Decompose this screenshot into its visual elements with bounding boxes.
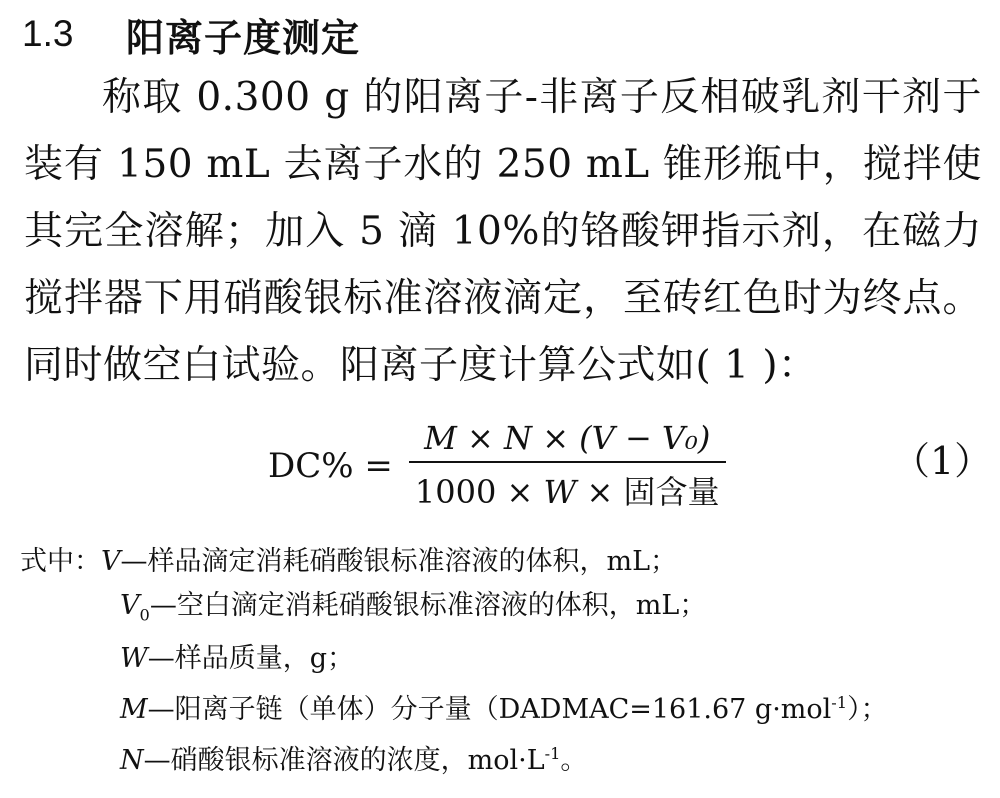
definition-row-w: [20, 637, 888, 681]
symbol-w: W: [120, 643, 148, 675]
section-heading: [22, 4, 360, 64]
formula-fraction: [409, 419, 726, 513]
symbol-v0: V: [120, 590, 140, 621]
symbol-n: N: [120, 745, 144, 777]
definition-n-superscript: -1: [544, 744, 561, 764]
definition-v0-text: —空白滴定消耗硝酸银标准溶液的体积，mL；: [149, 590, 707, 621]
formula-denominator: [409, 463, 726, 513]
definition-w-text: —样品质量，g；: [147, 643, 355, 675]
definition-row-n: [20, 732, 888, 783]
formula-lhs: DC% =: [268, 446, 393, 486]
section-number: 1.3: [22, 13, 74, 54]
symbol-v0-subscript: 0: [139, 605, 150, 625]
definition-m-text: —阳离子链（单体）分子量（DADMAC=161.67 g·mol: [147, 694, 832, 726]
denominator-suffix: × 固含量: [576, 473, 720, 511]
formula-numerator: M × N × (V − V₀): [424, 419, 711, 457]
definition-row-v0: [20, 584, 888, 637]
definitions-lead: 式中：: [20, 546, 101, 577]
variable-definitions: [20, 540, 888, 783]
symbol-v: V: [101, 546, 121, 577]
definition-v-text: —样品滴定消耗硝酸银标准溶液的体积，mL；: [120, 546, 678, 577]
section-title: 阳离子度测定: [126, 15, 361, 60]
equation-number: （1）: [892, 439, 993, 483]
definition-row-m: [20, 681, 888, 732]
denominator-prefix: 1000 ×: [414, 473, 544, 511]
denominator-var: W: [543, 473, 577, 511]
definition-n-tail: 。: [560, 745, 588, 777]
definition-n-text: —硝酸银标准溶液的浓度，mol·L: [143, 745, 545, 777]
method-paragraph: 称取 0.300 g 的阳离子-非离子反相破乳剂干剂于装有 150 mL 去离子水的 250 mL 锥形瓶中，搅拌使其完全溶解；加入 5 滴 10%的铬酸钾指示剂，在磁力搅拌器下用硝酸银标准溶液滴定，至砖红色时为终点。同时做空白试验。阳离子度计算公式如( 1 )：: [24, 75, 982, 388]
definition-m-tail: ）；: [847, 694, 888, 726]
symbol-m: M: [120, 694, 148, 726]
definition-m-superscript: -1: [831, 693, 848, 713]
cationic-degree-formula: [268, 416, 726, 516]
definition-row-v: [20, 540, 888, 584]
